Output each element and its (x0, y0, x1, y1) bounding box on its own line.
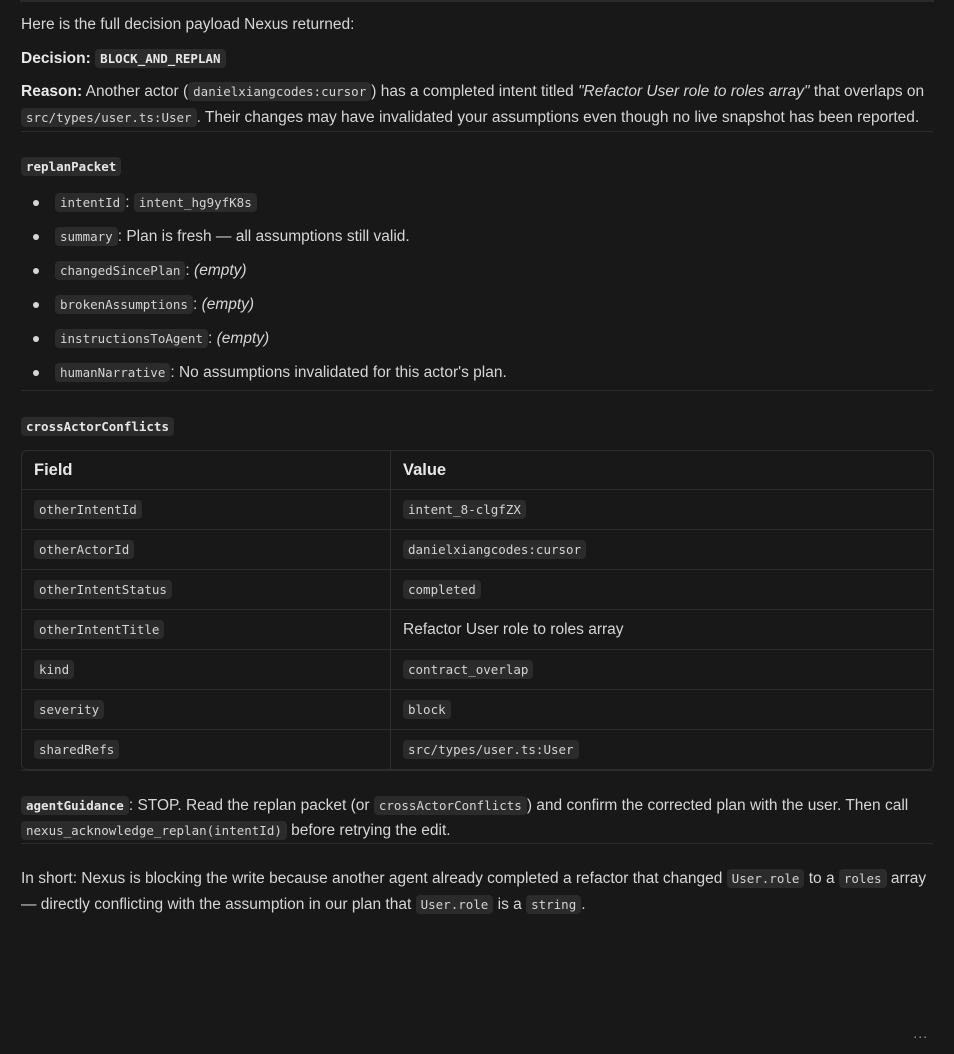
reason-label: Reason: (21, 83, 83, 100)
item-value: No assumptions invalidated for this actor's plan. (178, 364, 507, 381)
table-row (22, 690, 933, 730)
reason-text: Another actor ( (82, 83, 189, 100)
summary-text: . (581, 896, 586, 913)
field-cell (22, 610, 391, 650)
field-cell (22, 690, 391, 730)
list-item (21, 356, 933, 390)
value-cell (391, 690, 933, 730)
list-item (21, 254, 933, 288)
value-cell (391, 650, 933, 690)
item-sep: : (170, 364, 179, 381)
item-key: brokenAssumptions (55, 295, 193, 314)
field-code: otherIntentTitle (34, 620, 164, 639)
column-header-field: Field (22, 451, 391, 490)
value-code: completed (403, 580, 481, 599)
value-code: block (403, 700, 451, 719)
field-cell (22, 490, 391, 530)
divider (21, 843, 933, 844)
item-key: summary (55, 227, 118, 246)
summary-text: array — directly conflicting with the assumption in our plan that (21, 870, 927, 913)
summary-text: In short: Nexus is blocking the write because another agent already completed a refactor that changed (21, 870, 727, 887)
reason-text: ) has a completed intent titled (371, 83, 579, 100)
table-row (22, 530, 933, 570)
summary-text: is a (493, 896, 527, 913)
decision-label: Decision: (21, 50, 91, 67)
item-sep: : (185, 262, 195, 279)
list-item (21, 288, 933, 322)
intro-text: Here is the full decision payload Nexus returned: (21, 16, 355, 33)
reason-title: "Refactor User role to roles array" (578, 83, 810, 100)
value-code: intent_8-clgfZX (403, 500, 526, 519)
field-code: kind (34, 660, 74, 679)
replan-list (21, 186, 933, 390)
item-key: intentId (55, 193, 125, 212)
item-sep: : (125, 194, 134, 211)
divider (21, 770, 933, 771)
field-cell (22, 570, 391, 610)
value-cell (391, 610, 933, 650)
field-code: sharedRefs (34, 740, 119, 759)
conflicts-heading-code: crossActorConflicts (21, 417, 174, 436)
summary-text: to a (804, 870, 839, 887)
item-value: intent_hg9yfK8s (134, 193, 257, 212)
guidance-key: agentGuidance (21, 796, 129, 815)
decision-line (21, 46, 933, 72)
item-sep: : (192, 296, 202, 313)
reason-paragraph (21, 79, 933, 131)
divider (21, 390, 933, 391)
value-cell (391, 570, 933, 610)
value-cell (391, 530, 933, 570)
summary-code: User.role (727, 869, 805, 888)
field-cell (22, 650, 391, 690)
divider (21, 131, 933, 132)
field-code: otherIntentId (34, 500, 142, 519)
guidance-code: nexus_acknowledge_replan(intentId) (21, 821, 287, 840)
reason-text: . Their changes may have invalidated your assumptions even though no live snapshot has been reported. (196, 109, 920, 126)
guidance-text: ) and confirm the corrected plan with the user. Then call (526, 797, 909, 814)
table-row (22, 730, 933, 769)
table-row (22, 570, 933, 610)
summary-paragraph (21, 866, 933, 918)
value-code: src/types/user.ts:User (403, 740, 579, 759)
table-row (22, 490, 933, 530)
table-row (22, 650, 933, 690)
column-header-value: Value (391, 451, 933, 490)
summary-code: User.role (416, 895, 494, 914)
replan-heading-code: replanPacket (21, 157, 121, 176)
summary-code: string (526, 895, 581, 914)
replan-heading (21, 154, 933, 180)
table-header-row (22, 451, 933, 490)
summary-code: roles (839, 869, 887, 888)
item-sep: : (208, 330, 217, 347)
guidance-text: before retrying the edit. (286, 822, 451, 839)
field-cell (22, 530, 391, 570)
item-sep: : (117, 228, 127, 245)
list-item (21, 322, 933, 356)
item-value: (empty) (201, 296, 255, 313)
reason-text: that overlaps on (809, 83, 925, 100)
reason-ref: src/types/user.ts:User (21, 108, 197, 127)
message-content (21, 12, 933, 918)
item-key: changedSincePlan (55, 261, 185, 280)
item-key: humanNarrative (55, 363, 170, 382)
value-code: contract_overlap (403, 660, 533, 679)
more-options-icon[interactable]: ... (913, 1025, 928, 1041)
conflicts-heading (21, 414, 933, 440)
value-text: Refactor User role to roles array (403, 620, 624, 638)
guidance-code: crossActorConflicts (374, 796, 527, 815)
list-item (21, 186, 933, 220)
guidance-text: : STOP. Read the replan packet (or (128, 797, 374, 814)
reason-actor: danielxiangcodes:cursor (188, 82, 371, 101)
field-code: otherActorId (34, 540, 134, 559)
list-item (21, 220, 933, 254)
top-divider (20, 0, 934, 2)
value-code: danielxiangcodes:cursor (403, 540, 586, 559)
decision-value: BLOCK_AND_REPLAN (95, 49, 225, 68)
field-code: otherIntentStatus (34, 580, 172, 599)
item-value: (empty) (194, 262, 247, 279)
agent-guidance-paragraph (21, 793, 933, 843)
item-key: instructionsToAgent (55, 329, 208, 348)
value-cell (391, 730, 933, 769)
value-cell (391, 490, 933, 530)
field-cell (22, 730, 391, 769)
table-row (22, 610, 933, 650)
field-code: severity (34, 700, 104, 719)
item-value: (empty) (216, 330, 270, 347)
conflicts-table (21, 450, 934, 770)
item-value: Plan is fresh — all assumptions still valid. (126, 228, 410, 245)
